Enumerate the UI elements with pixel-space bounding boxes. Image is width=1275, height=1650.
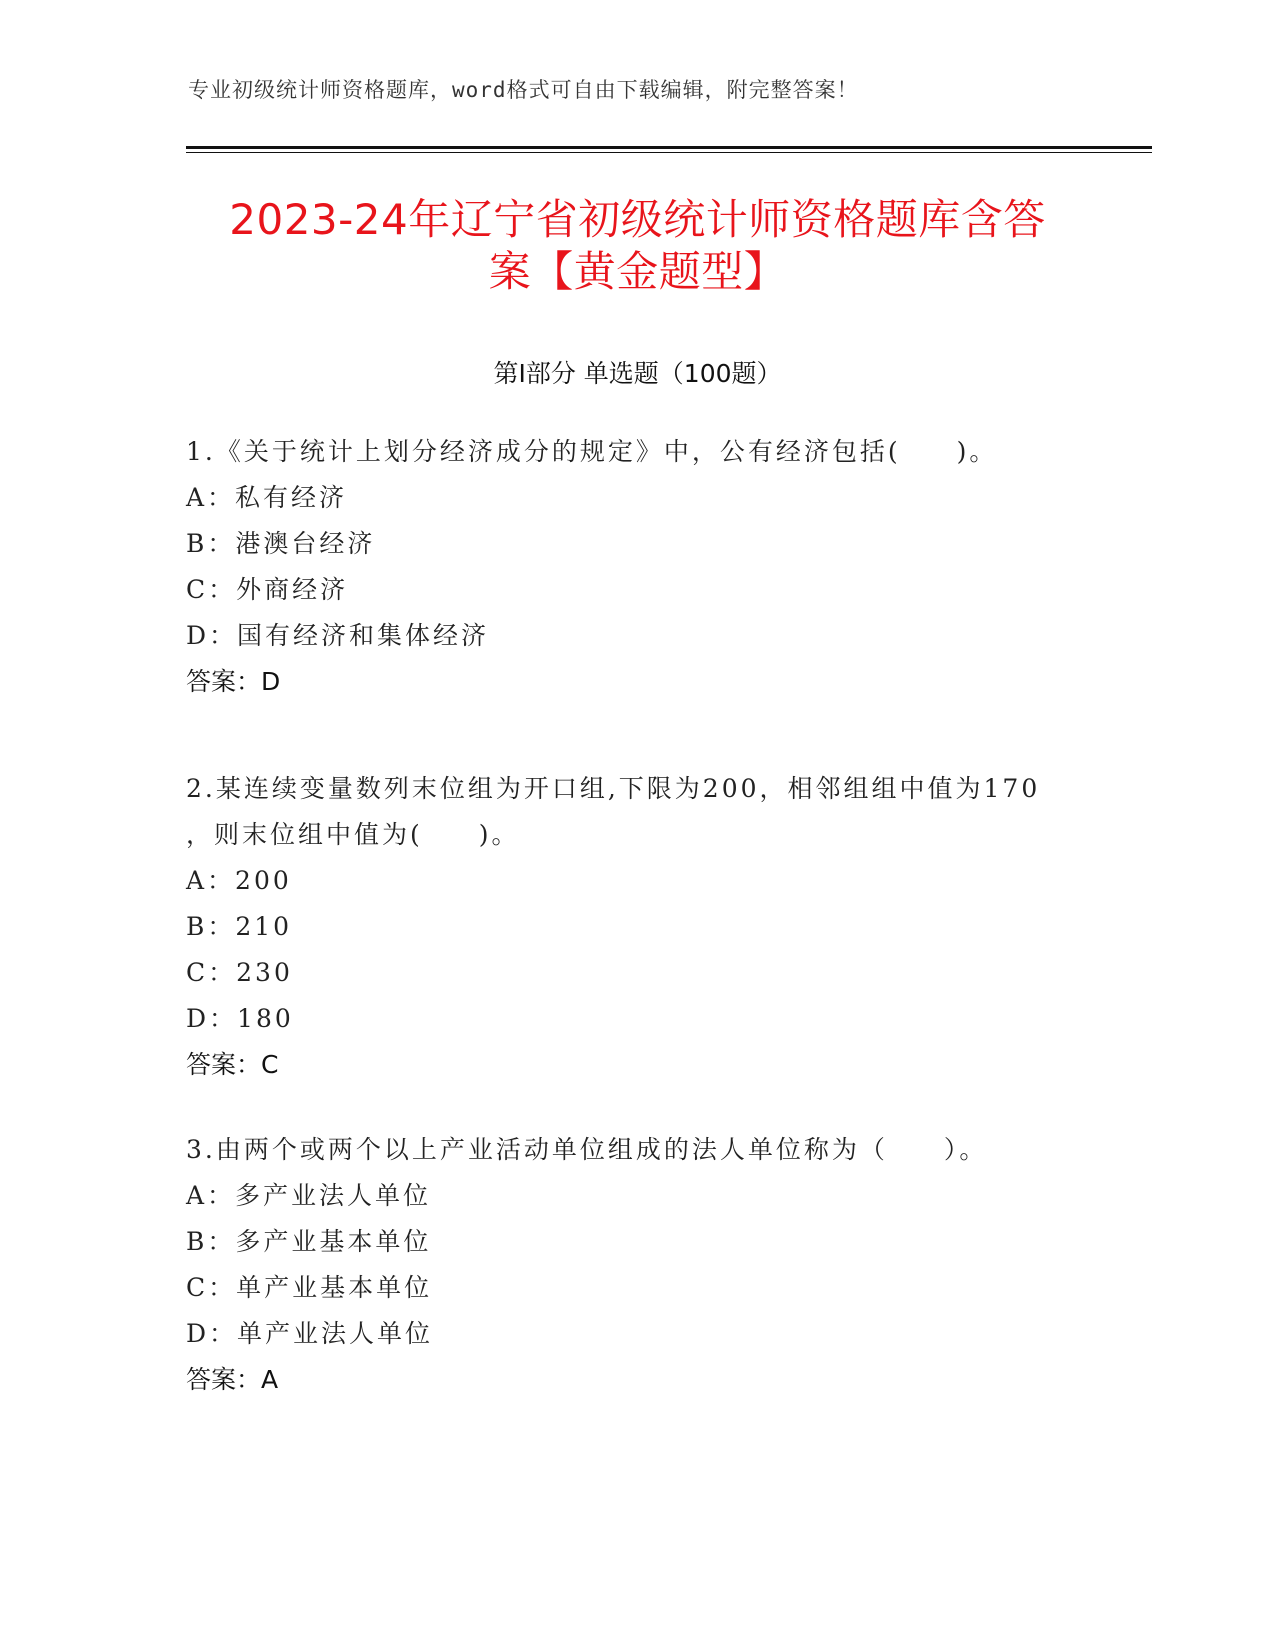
header-rule-thin	[186, 152, 1152, 153]
answer: 答案：A	[186, 1365, 279, 1394]
option-a: A：私有经济	[186, 483, 348, 512]
question-stem: 3.由两个或两个以上产业活动单位组成的法人单位称为（ ）。	[186, 1135, 988, 1164]
section-heading: 第Ⅰ部分 单选题（100题）	[493, 359, 782, 388]
header-rule-thick	[186, 146, 1152, 149]
option-b: B：210	[186, 912, 293, 941]
question-stem: 2.某连续变量数列末位组为开口组,下限为200，相邻组组中值为170	[186, 774, 1041, 803]
option-d: D：国有经济和集体经济	[186, 621, 490, 650]
header-note: 专业初级统计师资格题库，word格式可自由下载编辑，附完整答案！	[188, 78, 859, 102]
answer: 答案：C	[186, 1050, 279, 1079]
document-title	[150, 194, 1125, 298]
option-d: D：180	[186, 1004, 294, 1033]
question-1	[186, 429, 1086, 705]
option-a: A：200	[186, 866, 292, 895]
answer: 答案：D	[186, 667, 281, 696]
option-c: C：外商经济	[186, 575, 349, 604]
option-d: D：单产业法人单位	[186, 1319, 434, 1348]
option-b: B：多产业基本单位	[186, 1227, 432, 1256]
document-title-line-2: 案【黄金题型】	[488, 247, 787, 296]
question-stem: 1.《关于统计上划分经济成分的规定》中，公有经济包括( )。	[186, 437, 998, 466]
question-3	[186, 1127, 1086, 1403]
option-c: C：230	[186, 958, 293, 987]
question-2	[186, 766, 1086, 1088]
option-a: A：多产业法人单位	[186, 1181, 432, 1210]
document-title-line-1: 2023-24年辽宁省初级统计师资格题库含答	[229, 195, 1046, 244]
option-c: C：单产业基本单位	[186, 1273, 433, 1302]
option-b: B：港澳台经济	[186, 529, 376, 558]
question-stem-continued: ，则末位组中值为( )。	[186, 820, 520, 849]
